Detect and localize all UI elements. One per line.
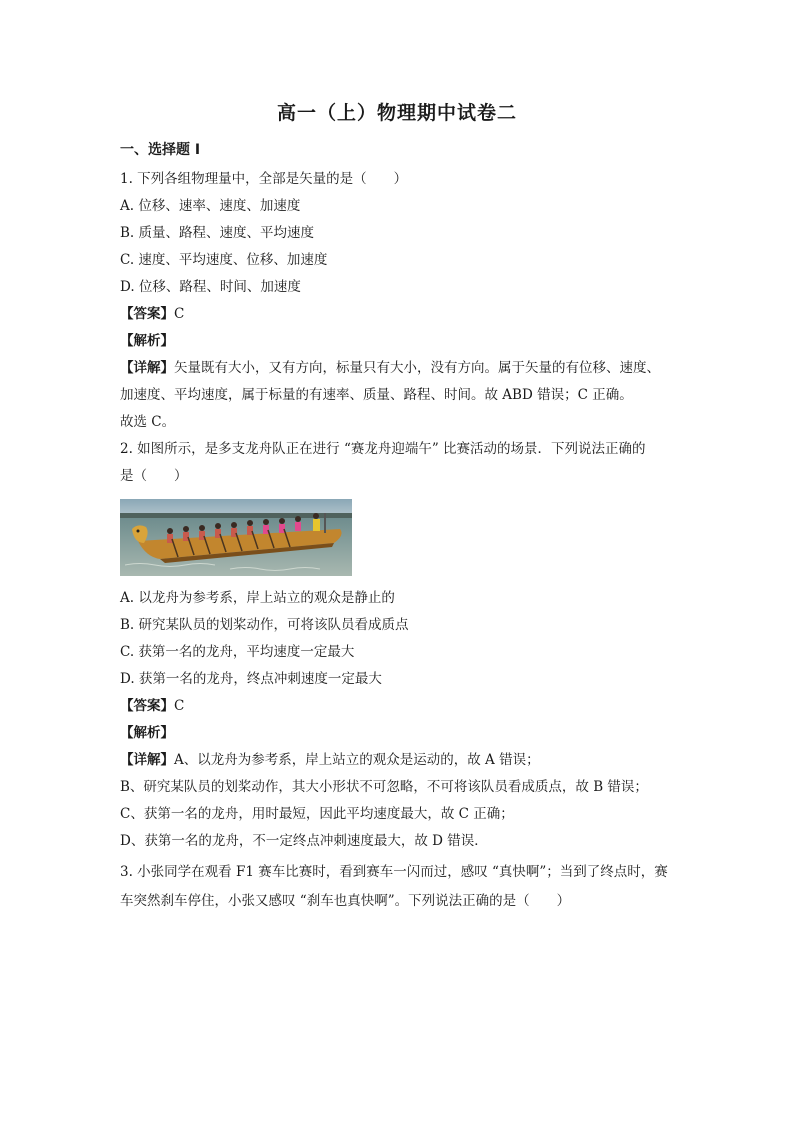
question-1-option-b: B. 质量、路程、速度、平均速度 bbox=[120, 225, 315, 241]
section-heading: 一、选择题 I bbox=[120, 142, 201, 158]
question-1-detail-line: 加速度、平均速度，属于标量的有速率、质量、路程、时间。故 ABD 错误；C 正确。 bbox=[120, 387, 633, 403]
page-title: 高一（上）物理期中试卷二 bbox=[276, 102, 517, 124]
question-1-option-c: C. 速度、平均速度、位移、加速度 bbox=[120, 252, 328, 268]
question-2-detail-line: B、研究某队员的划桨动作，其大小形状不可忽略，不可将该队员看成质点，故 B 错误； bbox=[120, 779, 648, 795]
question-3-stem: 3. 小张同学在观看 F1 赛车比赛时，看到赛车一闪而过，感叹 “真快啊”；当到了终点时，赛 bbox=[120, 864, 668, 880]
detail-tag: 【详解】 bbox=[120, 360, 174, 376]
question-2-option-a: A. 以龙舟为参考系，岸上站立的观众是静止的 bbox=[120, 590, 395, 606]
question-2-analysis-tag bbox=[120, 724, 174, 742]
detail-tag: 【详解】 bbox=[120, 752, 174, 768]
question-2-option-d: D. 获第一名的龙舟，终点冲刺速度一定最大 bbox=[120, 671, 382, 687]
detail-text: 矢量既有大小，又有方向，标量只有大小，没有方向。属于矢量的有位移、速度、 bbox=[174, 360, 660, 376]
question-2-stem: 2. 如图所示，是多支龙舟队正在进行 “赛龙舟迎端午” 比赛活动的场景．下列说法正确的 bbox=[120, 441, 646, 457]
question-2-answer bbox=[120, 697, 184, 715]
question-3-stem: 车突然刹车停住，小张又感叹 “刹车也真快啊”。下列说法正确的是（ ） bbox=[120, 893, 571, 909]
question-1-option-a: A. 位移、速率、速度、加速度 bbox=[120, 198, 301, 214]
dragon-boat-race-photo bbox=[120, 499, 352, 576]
question-2-detail-line bbox=[120, 751, 540, 769]
analysis-tag: 【解析】 bbox=[120, 725, 174, 741]
question-2-detail-line: C、获第一名的龙舟，用时最短，因此平均速度最大，故 C 正确； bbox=[120, 806, 514, 822]
question-2-option-c: C. 获第一名的龙舟，平均速度一定最大 bbox=[120, 644, 355, 660]
question-2-stem: 是（ ） bbox=[120, 468, 188, 484]
question-1-analysis-tag bbox=[120, 332, 174, 350]
answer-value: C bbox=[174, 698, 185, 714]
question-1-detail-line: 故选 C。 bbox=[120, 414, 176, 430]
analysis-tag: 【解析】 bbox=[120, 333, 174, 349]
question-1-detail-line bbox=[120, 359, 660, 377]
answer-value: C bbox=[174, 306, 185, 322]
answer-tag: 【答案】 bbox=[120, 306, 174, 322]
question-2-detail-line: D、获第一名的龙舟，不一定终点冲刺速度最大，故 D 错误． bbox=[120, 833, 488, 849]
question-1-stem: 1. 下列各组物理量中，全部是矢量的是（ ） bbox=[120, 171, 408, 187]
detail-text: A、以龙舟为参考系，岸上站立的观众是运动的，故 A 错误； bbox=[174, 752, 540, 768]
question-1-answer bbox=[120, 305, 184, 323]
answer-tag: 【答案】 bbox=[120, 698, 174, 714]
question-1-option-d: D. 位移、路程、时间、加速度 bbox=[120, 279, 301, 295]
question-2-option-b: B. 研究某队员的划桨动作，可将该队员看成质点 bbox=[120, 617, 409, 633]
